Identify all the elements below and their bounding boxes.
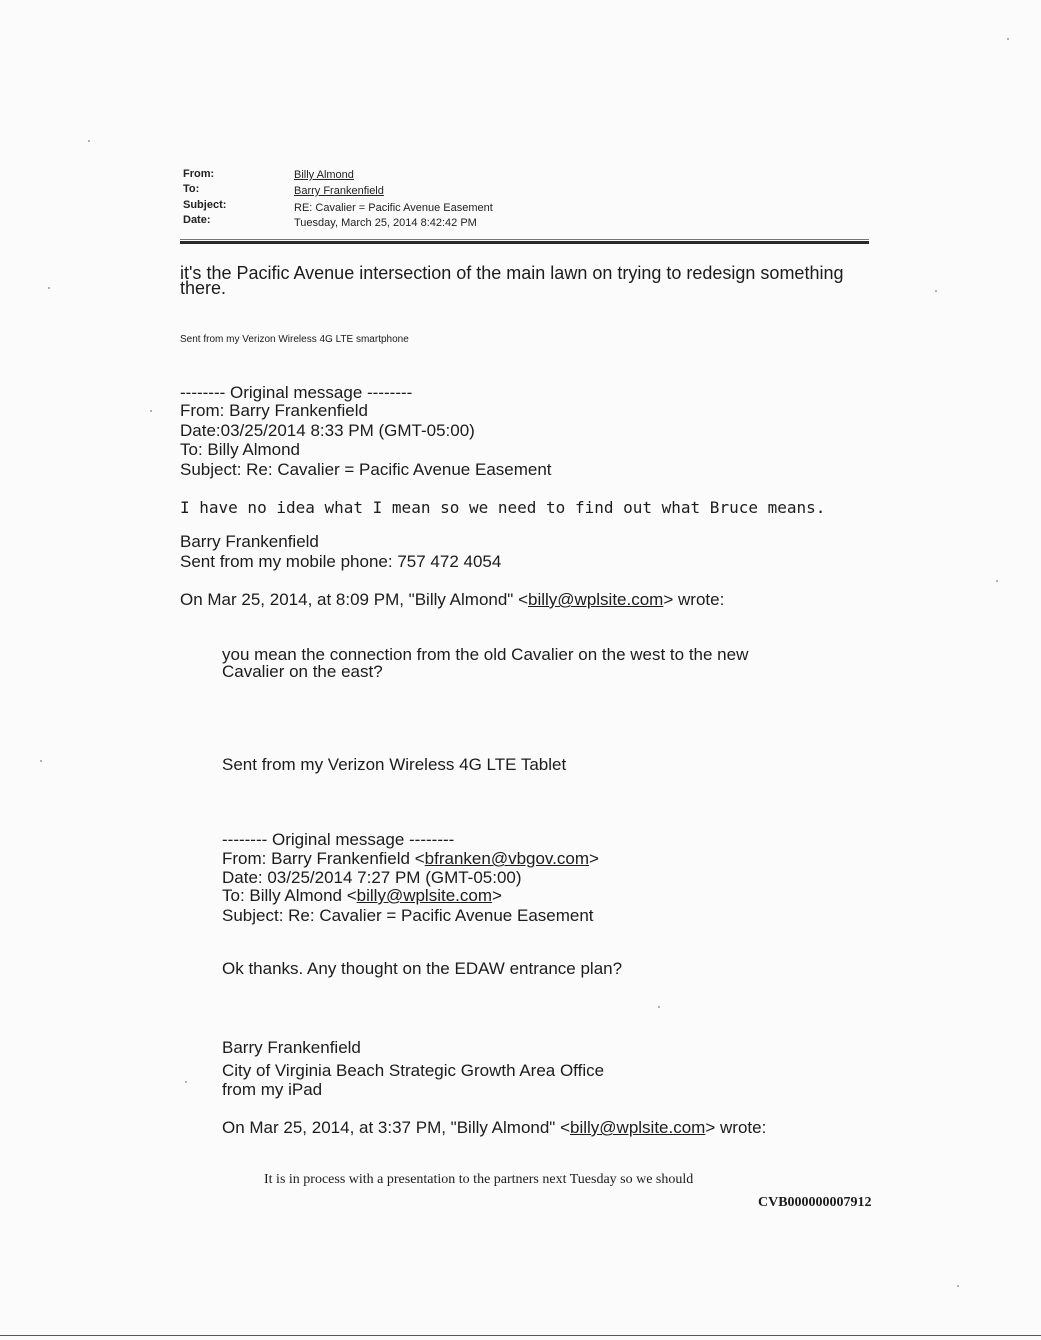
orig2-to-prefix: To: Billy Almond < xyxy=(222,886,357,905)
scan-speck xyxy=(996,580,998,582)
page-bottom-edge xyxy=(0,1335,1041,1336)
orig1-to: To: Billy Almond xyxy=(180,440,300,459)
scan-speck xyxy=(88,140,90,142)
orig1-from: From: Barry Frankenfield xyxy=(180,401,368,420)
header-divider-thin xyxy=(180,239,869,240)
orig2-wrote-email-link[interactable]: billy@wplsite.com xyxy=(570,1118,706,1137)
orig1-body: I have no idea what I mean so we need to find out what Bruce means. xyxy=(180,498,826,517)
orig2-body: Ok thanks. Any thought on the EDAW entrance plan? xyxy=(222,959,623,978)
orig2-from-line xyxy=(222,849,599,868)
to-value[interactable]: Barry Frankenfield xyxy=(294,185,384,197)
orig1-heading: -------- Original message -------- xyxy=(180,383,413,402)
orig2-sig-name: Barry Frankenfield xyxy=(222,1038,361,1057)
orig2-to-email-link[interactable]: billy@wplsite.com xyxy=(356,886,493,905)
quote1-sent-from: Sent from my Verizon Wireless 4G LTE Tablet xyxy=(222,755,567,774)
to-label: To: xyxy=(183,183,200,195)
body-line-1: it's the Pacific Avenue intersection of the main lawn on trying to redesign something xyxy=(180,263,844,283)
orig2-from-email-link[interactable]: bfranken@vbgov.com xyxy=(424,849,590,868)
orig2-wrote-line xyxy=(222,1118,766,1137)
orig2-to-line xyxy=(222,886,502,905)
orig2-to-suffix: > xyxy=(492,886,502,905)
orig2-from-prefix: From: Barry Frankenfield < xyxy=(222,849,425,868)
scan-speck xyxy=(150,410,152,412)
date-label: Date: xyxy=(183,214,211,226)
scan-speck xyxy=(957,1285,959,1287)
date-value: Tuesday, March 25, 2014 8:42:42 PM xyxy=(294,217,477,229)
quote1-line-1: you mean the connection from the old Cavalier on the west to the new xyxy=(222,645,749,664)
scan-speck xyxy=(185,1081,187,1083)
orig2-subject: Subject: Re: Cavalier = Pacific Avenue Easement xyxy=(222,906,594,925)
orig1-sig-phone: Sent from my mobile phone: 757 472 4054 xyxy=(180,552,502,571)
quote2-line-1: It is in process with a presentation to the partners next Tuesday so we should xyxy=(264,1172,694,1187)
orig2-from-suffix: > xyxy=(589,849,599,868)
orig2-wrote-suffix: > wrote: xyxy=(705,1118,767,1137)
scan-speck xyxy=(1007,38,1009,40)
orig1-wrote-prefix: On Mar 25, 2014, at 8:09 PM, "Billy Almond" < xyxy=(180,590,528,609)
bates-number: CVB000000007912 xyxy=(758,1195,872,1210)
scan-speck xyxy=(48,287,50,289)
subject-label: Subject: xyxy=(183,199,227,211)
quote1-line-2: Cavalier on the east? xyxy=(222,662,383,681)
scan-speck xyxy=(658,1006,660,1008)
scan-speck xyxy=(40,760,42,762)
orig2-wrote-prefix: On Mar 25, 2014, at 3:37 PM, "Billy Almond" < xyxy=(222,1118,570,1137)
orig2-heading: -------- Original message -------- xyxy=(222,830,455,849)
orig1-wrote-email-link[interactable]: billy@wplsite.com xyxy=(528,590,664,609)
orig1-subject: Subject: Re: Cavalier = Pacific Avenue Easement xyxy=(180,460,552,479)
orig1-wrote-suffix: > wrote: xyxy=(663,590,725,609)
sent-from-smartphone: Sent from my Verizon Wireless 4G LTE smartphone xyxy=(180,334,409,345)
orig1-date: Date:03/25/2014 8:33 PM (GMT-05:00) xyxy=(180,421,475,440)
scan-speck xyxy=(935,290,937,292)
subject-value: RE: Cavalier = Pacific Avenue Easement xyxy=(294,202,493,214)
orig1-sig-name: Barry Frankenfield xyxy=(180,532,319,551)
body-line-2: there. xyxy=(180,278,227,298)
orig1-wrote-line xyxy=(180,590,724,609)
orig2-sig-office: City of Virginia Beach Strategic Growth Area Office xyxy=(222,1061,605,1080)
from-value[interactable]: Billy Almond xyxy=(294,169,354,181)
orig2-sig-device: from my iPad xyxy=(222,1080,323,1099)
header-divider xyxy=(180,241,869,244)
orig2-date: Date: 03/25/2014 7:27 PM (GMT-05:00) xyxy=(222,868,522,887)
from-label: From: xyxy=(183,168,215,180)
